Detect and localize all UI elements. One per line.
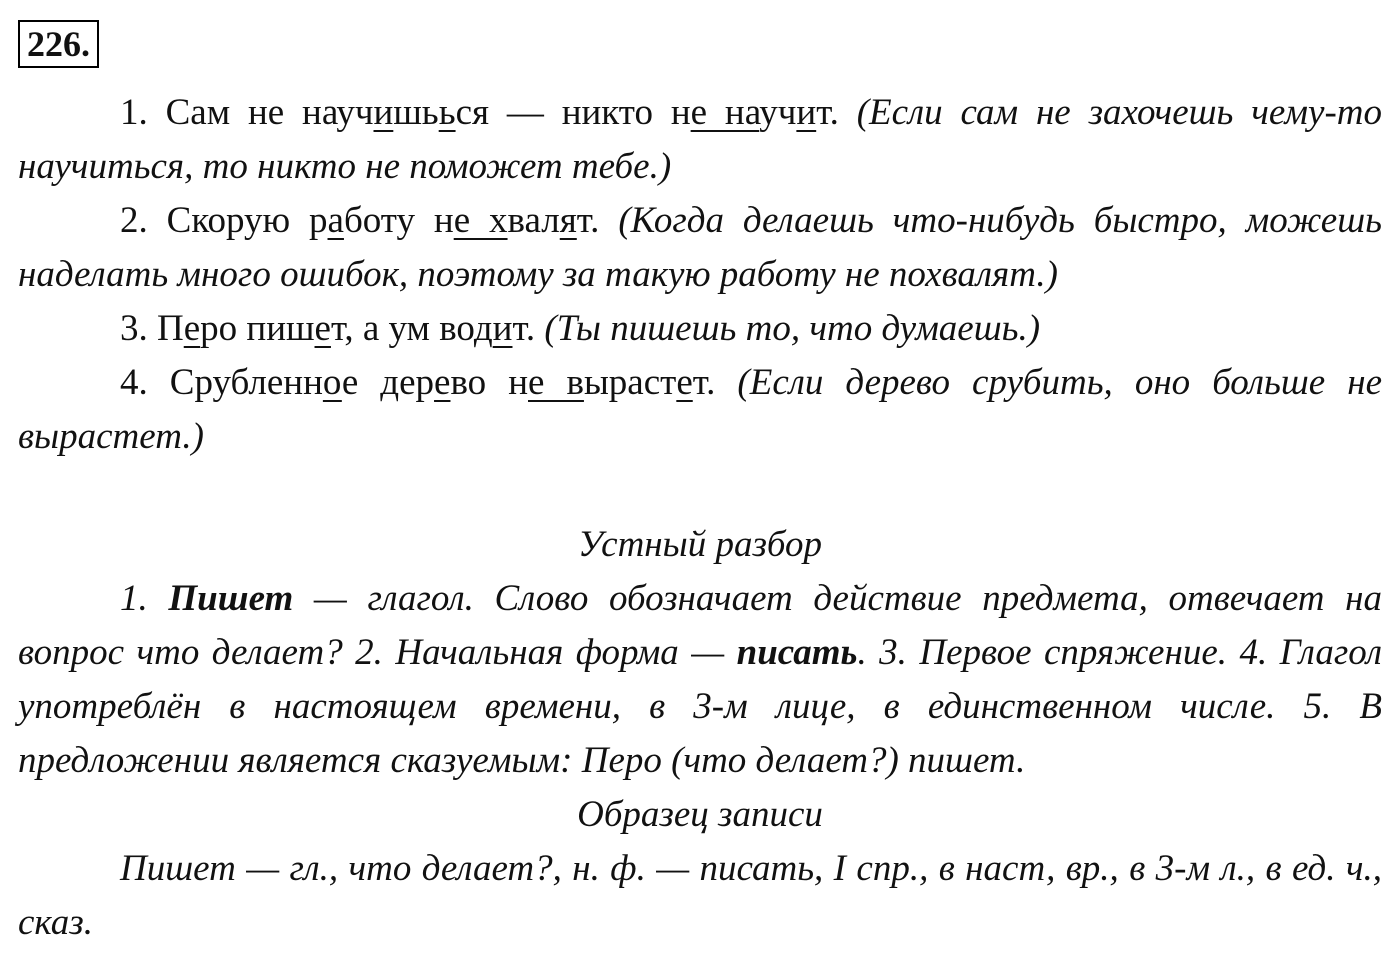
proverb-text: т, а ум вод (330, 308, 493, 349)
analysis-number: 1. (120, 578, 148, 619)
analyzed-word: Пишет (168, 578, 294, 619)
sample-text: Пишет — гл., что делает?, н. ф. — писать, I спр., в наст, вр., в 3-м л., в ед. ч., сказ. (18, 848, 1382, 943)
proverb-text: е дер (341, 362, 435, 403)
analysis-text-1: — глагол. Слово обозначает действие предмета, отвечает на вопрос что делает? 2. Начальная форма — (18, 578, 1383, 673)
proverb-explanation: (Если сам не захочешь чему-то научиться, то никто не поможет тебе.) (18, 92, 1382, 187)
underlined-spelling: и (796, 92, 817, 133)
analysis-section (18, 518, 1382, 950)
proverb-text: уч (759, 92, 797, 133)
sample-heading: Образец записи (577, 794, 823, 835)
proverb-text: ро пиш (200, 308, 315, 349)
underlined-spelling: е (434, 362, 451, 403)
proverb-text: т. (576, 200, 600, 241)
underlined-spelling: я (559, 200, 577, 241)
proverb-item (18, 86, 1382, 194)
proverb-text: 3. П (120, 308, 184, 349)
initial-form: писать (736, 632, 858, 673)
proverb-explanation: (Когда делаешь что-нибудь быстро, можешь наделать много ошибок, поэтому за такую работу не похвалят.) (18, 200, 1382, 295)
proverbs-section (18, 86, 1382, 464)
underlined-spelling: е в (528, 362, 584, 403)
underlined-spelling: е на (690, 92, 760, 133)
proverb-text: 2. Скорую р (120, 200, 328, 241)
underlined-spelling: и (492, 308, 513, 349)
proverb-text: т. (816, 92, 839, 133)
underlined-spelling: е (314, 308, 331, 349)
proverb-text: шь (393, 92, 439, 133)
proverb-text: т. (692, 362, 716, 403)
analysis-text-2: . 3. Первое спряжение. 4. Глагол употреблён в настоящем времени, в 3-м лице, в единственном числе. 5. В предложении является сказуемым: Перо (что делает?) пишет. (18, 632, 1382, 781)
proverb-text: ыраст (583, 362, 677, 403)
proverb-text: боту н (343, 200, 454, 241)
proverb-text: 1. Сам не науч (120, 92, 374, 133)
proverb-item (18, 194, 1382, 302)
proverb-text: вал (507, 200, 560, 241)
proverb-item (18, 302, 1382, 356)
underlined-spelling: е х (453, 200, 508, 241)
proverb-text: 4. Срубленн (120, 362, 323, 403)
proverb-item (18, 356, 1382, 464)
proverb-explanation: (Если дерево срубить, оно больше не вырастет.) (18, 362, 1383, 457)
underlined-spelling: е (183, 308, 201, 349)
oral-analysis-heading: Устный разбор (577, 524, 823, 565)
underlined-spelling: ь (438, 92, 456, 133)
underlined-spelling: о (322, 362, 342, 403)
underlined-spelling: а (327, 200, 344, 241)
underlined-spelling: и (373, 92, 394, 133)
analysis-paragraph (18, 572, 1382, 788)
proverb-text: ся — никто н (455, 92, 691, 133)
underlined-spelling: е (676, 362, 693, 403)
proverb-text: т. (512, 308, 536, 349)
exercise-number: 226. (18, 20, 99, 68)
proverb-explanation: (Ты пишешь то, что думаешь.) (544, 308, 1041, 349)
proverb-text: во н (450, 362, 529, 403)
